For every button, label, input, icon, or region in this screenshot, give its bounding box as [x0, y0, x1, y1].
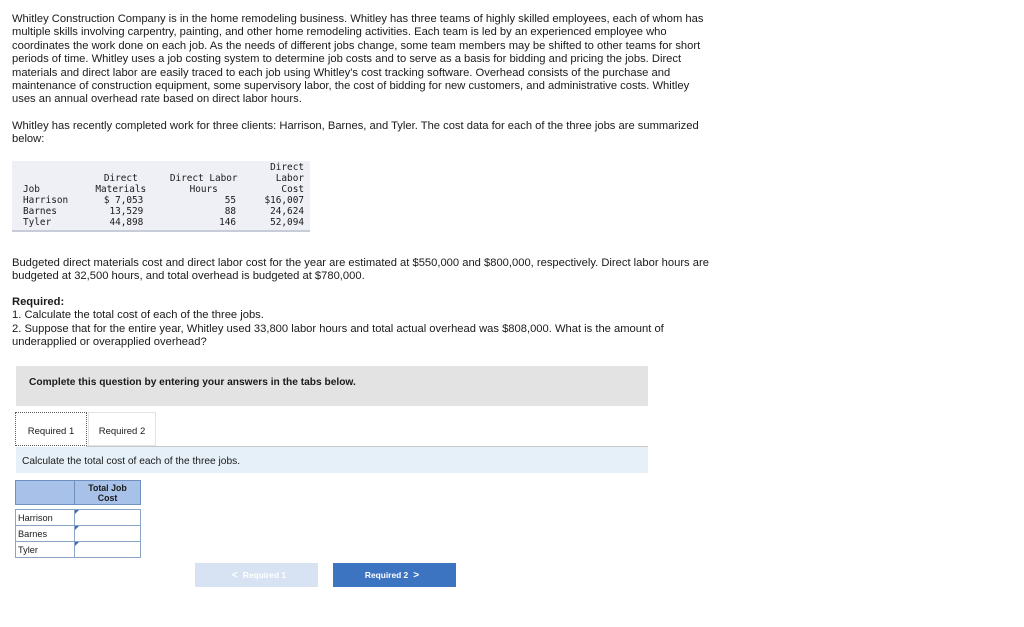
next-button-label: Required 2 — [364, 570, 409, 580]
col-header-direct-labor-cost: Direct Labor Cost — [270, 162, 304, 195]
answer-cell — [75, 510, 141, 526]
answer-cell — [75, 526, 141, 542]
budget-paragraph: Budgeted direct materials cost and direct labor cost for the year are estimated at $550,000 and $800,000, respectively. Direct labor hours are budgeted at 32,500 hours, and total overhead is budgeted at $780,000. — [12, 257, 709, 283]
answer-row-label: Harrison — [16, 510, 75, 526]
direct-labor-hours-value: 146 — [219, 217, 237, 228]
tab-required-2[interactable]: Required 2 — [88, 412, 156, 446]
input-marker-icon — [75, 510, 79, 514]
answer-header-blank — [16, 481, 75, 505]
required-section — [12, 296, 712, 350]
answer-cell — [75, 542, 141, 558]
direct-labor-cost-value: 24,624 — [270, 206, 304, 217]
instructions-banner: Complete this question by entering your answers in the tabs below. — [16, 366, 648, 406]
table-row — [12, 206, 310, 217]
harrison-total-cost-input[interactable] — [75, 510, 140, 525]
job-name: Harrison — [23, 195, 69, 206]
input-marker-icon — [75, 542, 79, 546]
required-item-2: 2. Suppose that for the entire year, Whitley used 33,800 labor hours and total actual overhead was $808,000. What is the amount of underapplied or overapplied overhead? — [12, 322, 664, 349]
direct-materials-value: $ 7,053 — [103, 195, 144, 206]
job-name: Barnes — [23, 206, 57, 217]
answer-header-total-job-cost: Total Job Cost — [75, 481, 141, 505]
col-header-direct-materials: Direct Materials — [95, 173, 147, 195]
clients-paragraph: Whitley has recently completed work for three clients: Harrison, Barnes, and Tyler. The cost data for each of the three jobs are summarized below: — [12, 120, 699, 146]
chevron-left-icon: < — [231, 570, 238, 581]
direct-labor-cost-value: 52,094 — [270, 217, 304, 228]
barnes-total-cost-input[interactable] — [75, 526, 140, 541]
tab-required-1[interactable]: Required 1 — [15, 412, 87, 446]
table-row — [16, 510, 141, 526]
col-header-direct-labor-hours: Direct Labor Hours — [169, 173, 238, 195]
intro-paragraph: Whitley Construction Company is in the home remodeling business. Whitley has three teams of highly skilled employees, each of whom has multiple skills involving carpentry, painting, and other home remodeling activities. Each team is led by an experienced employee who coordinates the work done on each job. As the needs of different jobs change, some team members may be shifted to other teams for short periods of time. Whitley uses a job costing system to determine job costs and to serve as a basis for bidding and pricing the jobs. Direct materials and direct labor are easily traced to each job using Whitley's cost tracking software. Overhead consists of the purchase and maintenance of construction equipment, some supervisory labor, the cost of bidding for new customers, and administrative costs. Whitley uses an annual overhead rate based on direct labor hours. — [12, 13, 704, 106]
chevron-right-icon: > — [413, 570, 420, 581]
answer-row-label: Barnes — [16, 526, 75, 542]
direct-labor-hours-value: 55 — [224, 195, 237, 206]
col-header-job: Job — [23, 184, 40, 195]
required-item-1: 1. Calculate the total cost of each of the three jobs. — [12, 309, 264, 322]
table-row — [12, 195, 310, 206]
tab-instruction: Calculate the total cost of each of the three jobs. — [16, 447, 648, 473]
job-cost-data-table — [12, 161, 310, 232]
answer-row-label: Tyler — [16, 542, 75, 558]
direct-labor-cost-value: $16,007 — [264, 195, 304, 206]
prev-button-label: Required 1 — [242, 570, 287, 580]
answer-table — [15, 480, 141, 558]
table-row — [16, 542, 141, 558]
table-row — [16, 526, 141, 542]
next-required-2-button[interactable] — [333, 563, 456, 587]
direct-labor-hours-value: 88 — [224, 206, 237, 217]
direct-materials-value: 44,898 — [109, 217, 144, 228]
table-row — [12, 217, 310, 231]
required-title: Required: — [12, 296, 65, 308]
input-marker-icon — [75, 526, 79, 530]
job-name: Tyler — [23, 217, 52, 228]
direct-materials-value: 13,529 — [109, 206, 144, 217]
prev-required-1-button[interactable] — [195, 563, 318, 587]
tyler-total-cost-input[interactable] — [75, 542, 140, 557]
